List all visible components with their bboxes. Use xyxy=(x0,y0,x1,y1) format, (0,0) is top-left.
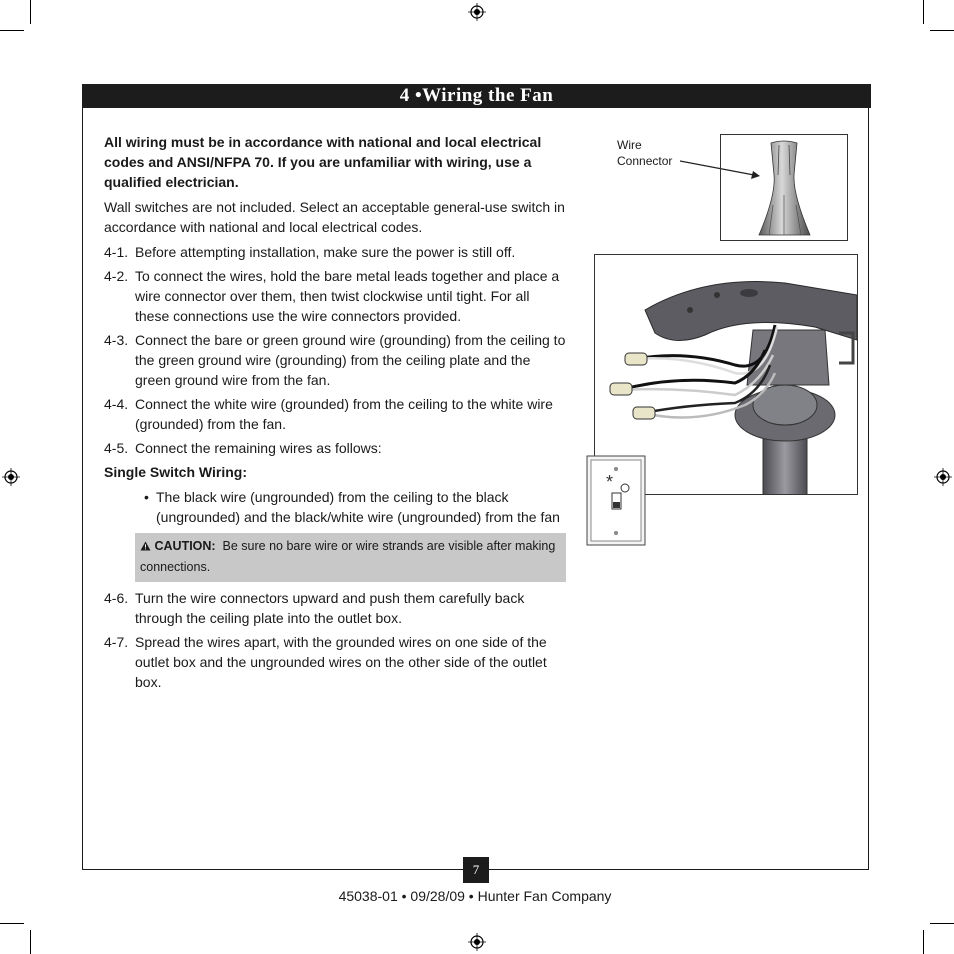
footer-text: 45038-01 • 09/28/09 • Hunter Fan Company xyxy=(338,888,612,904)
intro-text: Wall switches are not included. Select an acceptable general-use switch in accordance with national and local electrical codes. xyxy=(104,199,565,235)
step-item xyxy=(104,632,566,692)
step-text: Connect the white wire (grounded) from the ceiling to the white wire (grounded) from the fan. xyxy=(135,396,553,432)
step-text: Connect the remaining wires as follows: xyxy=(135,440,382,456)
crop-mark xyxy=(0,923,24,924)
crop-mark xyxy=(930,30,954,31)
step-number: 4-6. xyxy=(104,590,129,606)
bullet-item xyxy=(144,487,566,527)
section-title: 4 •Wiring the Fan xyxy=(82,84,871,108)
instructions xyxy=(104,132,566,696)
registration-mark-icon xyxy=(2,468,20,486)
step-item xyxy=(104,394,566,434)
registration-mark-icon xyxy=(468,3,486,21)
wire-connector-icon xyxy=(721,135,847,240)
step-number: 4-1. xyxy=(104,244,129,260)
wire-connector-label-line: Connector xyxy=(617,154,673,168)
step-number: 4-5. xyxy=(104,440,129,456)
caution-text: Be sure no bare wire or wire strands are visible after making connections. xyxy=(140,539,556,574)
step-text: To connect the wires, hold the bare metal leads together and place a wire connector over them, then twist clockwise until tight. For all these connections use the wire connectors provided. xyxy=(135,268,560,324)
caution-box xyxy=(135,533,566,582)
warning-triangle-icon xyxy=(140,541,151,551)
step-number: 4-2. xyxy=(104,268,129,284)
step-number: 4-7. xyxy=(104,634,129,650)
step-item xyxy=(104,266,566,326)
step-text: Spread the wires apart, with the grounded wires on one side of the outlet box and the ungrounded wires on the other side of the outlet box. xyxy=(135,634,547,690)
wire-connector-figure xyxy=(720,134,848,241)
step-item xyxy=(104,588,566,628)
crop-mark xyxy=(0,30,24,31)
registration-mark-icon xyxy=(934,468,952,486)
crop-mark xyxy=(30,0,31,24)
caution-label: CAUTION: xyxy=(154,539,216,553)
crop-mark xyxy=(923,930,924,954)
wall-switch-icon xyxy=(586,455,646,546)
step-number: 4-4. xyxy=(104,396,129,412)
step-number: 4-3. xyxy=(104,332,129,348)
single-switch-heading: Single Switch Wiring: xyxy=(104,464,247,480)
bullet-text: The black wire (ungrounded) from the ceiling to the black (ungrounded) and the black/white wire (ungrounded) from the fan xyxy=(156,489,560,525)
bullet-dot: • xyxy=(144,489,149,505)
registration-mark-icon xyxy=(468,933,486,951)
page-number: 7 xyxy=(463,857,489,883)
wire-connector-label-line: Wire xyxy=(617,138,642,152)
warning-text: All wiring must be in accordance with national and local electrical codes and ANSI/NFPA 70. If you are unfamiliar with wiring, use a qualified electrician. xyxy=(104,134,542,190)
step-item xyxy=(104,242,566,262)
step-item xyxy=(104,330,566,390)
crop-mark xyxy=(30,930,31,954)
svg-text:*: * xyxy=(606,472,614,492)
step-text: Before attempting installation, make sure the power is still off. xyxy=(135,244,516,260)
step-item xyxy=(104,438,566,458)
crop-mark xyxy=(930,923,954,924)
crop-mark xyxy=(923,0,924,24)
step-text: Turn the wire connectors upward and push them carefully back through the ceiling plate into the outlet box. xyxy=(135,590,525,626)
step-text: Connect the bare or green ground wire (grounding) from the ceiling to the green ground wire (grounding) from the ceiling plate and the green ground wire from the fan. xyxy=(135,332,566,388)
